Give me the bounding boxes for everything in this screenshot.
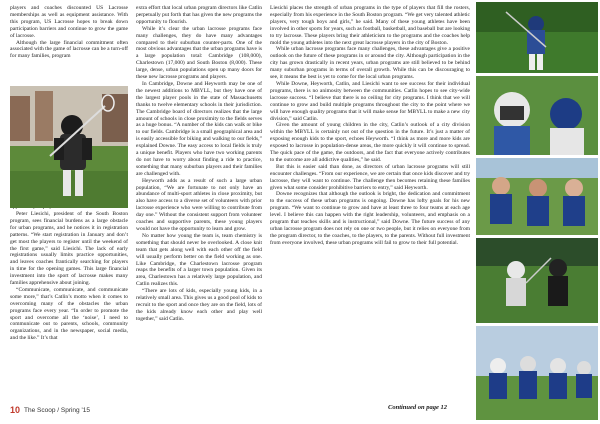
youth-game-action-photo: [476, 238, 598, 323]
paragraph: But this is easier said than done, as directors of urban lacrosse programs will still encounter challenges. “From our experience, we are certain that once kids discover and try lacrosse, they will want to continue. The challenge then becomes retaining these families given what some consider prohibitive barriers to entry,” said Heyworth.: [270, 163, 470, 191]
continued-note: Continued on page 12: [388, 404, 448, 411]
publication-name: The Scoop / Spring '15: [24, 406, 90, 414]
paragraph: Heyworth adds as a result of such a large urban population, “We are fortunate to not only have an abundance of multi-sport athletes in close proximity, but also have access to a diverse set of volunteers with prior lacrosse experience who were willing to contribute from day one.” Without the consistent support from volunteer coaches and supportive parents, these young players would not have the opportunity to learn and grow.: [136, 177, 262, 232]
paragraph: Downe recognizes that although the outlook is bright, the dedication and commitment to the success of these urban programs is ongoing. Downe has lofty goals for his new program. “We want to continue to grow and have at least three to four teams at each age level. I believe this can happen with the right leadership, volunteers, and emphasis on a program that teaches skills and is instructional,” said Downe. The future success of any urban lacrosse program does not rely on one or two people, but it relies on everyone from the program director, to the coaches, to the players, to the parents. Without full investment from everyone involved, these urban programs will fail to grow to their full potential.: [270, 191, 470, 246]
paragraph: “Communicate, communicate, and communicate some more,” that’s Catlin’s motto when it comes to overcoming many of the obstacles the urban programs face every year. “In order to promote the sport and overcome all the ‘noise’, I need to communicate out to parents, schools, community organizations, and in the newspaper, social media, and the like.” It’s that: [10, 286, 128, 342]
paragraph: No matter how young the team is, team chemistry is something that should never be overlooked. A close knit team that gets along well with each other off the field will usually perform better on the field working as one. Like Cambridge, the Charlestown lacrosse program reaps the benefits of a larger town population. Given its area, Charlestown has a relatively large population, and Catlin realizes this.: [136, 232, 262, 288]
paragraph: While Downe, Heyworth, Catlin, and Liesichi want to see success for their individual programs, there is no animosity between the communities. Catlin hopes to see city-wide lacrosse success. “I believe that there is no ceiling for city programs. I think that we will continue to grow and build multiple programs throughout the city to the point where we will have enough quality programs that it will make sense for MBYLL to make a new city division,” said Catlin.: [270, 80, 470, 122]
page-footer: [10, 405, 90, 415]
paragraph: extra effort that local urban program directors like Catlin perpetually put forth that has given the new programs the opportunity to flourish.: [136, 5, 262, 25]
young-players-group-photo: [476, 158, 598, 235]
paragraph: players and coaches discounted US Lacrosse memberships as well as equipment assistance. With this program, US Lacrosse hopes to break down participation barriers and continue to grow the game of lacrosse.: [10, 5, 128, 39]
team-players-celebrating-photo: [476, 326, 598, 420]
article-column-2: [136, 5, 262, 409]
paragraph: Peter Liesichi, president of the South Boston program, sees financial burdens as a large obstacle for urban programs, and he notices it in registration patterns. “We start registration in January and don’t get most the players to register until the weekend of the first game,” said Liesichi. The lack of early registrations usually limits practice opportunities, and leaves coaches frantically searching for players in time for the opening games. This large financial investment into the sport of lacrosse makes many families apprehensive about joining.: [10, 210, 128, 287]
paragraph: While it’s clear the urban lacrosse programs face many challenges, they do have many advantages compared to their suburban counter-parts. One of the most obvious advantages that the urban programs have is a large population total: Cambridge (108,000), Charlestown (17,000) and South Boston (8,000). These large, dense, urban populations open up many doors for these new lacrosse programs and players.: [136, 25, 262, 81]
player-with-stick-photo: [476, 2, 598, 73]
page-number: 10: [10, 405, 21, 415]
paragraph: Although the large financial commitment often associated with the game of lacrosse can be a turn-off for many families, program: [10, 39, 128, 60]
player-helmet-closeup-photo: [476, 76, 598, 155]
paragraph: “There are lots of kids, especially young kids, in a relatively small area. This gives us a good pool of kids to recruit to the sport and once they are on the field, lots of the kids already know each other and play well together,” said Catlin.: [136, 288, 262, 322]
paragraph: While urban lacrosse programs face many challenges, these advantages give a positive outlook on the future of these programs in or around the city. Although participation in the city has grown drastically in recent years, urban programs are still believed to be behind many suburban programs in terms of overall growth. While this can be discouraging to see, it means the best is yet to come for the local urban programs.: [270, 46, 470, 81]
lacrosse-player-field-photo: [10, 86, 128, 208]
paragraph: Liesichi places the strength of urban programs in the type of players that fill the rosters, especially from his experience in the South Boston program. “We get very talented athletic players, very tough boys and girls,” he said. Many of these young athletes have been involved in other sports for years, such as football, basketball, and baseball but are looking to try lacrosse. These players bring their athleticism to the programs and the coaches help mold the young athletes into the next great lacrosse players in the city of Boston.: [270, 5, 470, 46]
paragraph: Given the amount of young children in the city, Catlin’s outlook of a city division within the MBYLL is certainly not out of the question in the future. It’s just a matter of exposing enough kids to the sport, echoes Heyworth. “I think as more and more kids are exposed to lacrosse in population-dense areas, the more quickly it will continue to spread. The quick pace of the game, the outdoors, and the fact that everyone actively contributes to the outcome are all addictive qualities,” he said.: [270, 122, 470, 163]
paragraph: In Cambridge, Downe and Heyworth may be one of the newest additions to MBYLL, but they have one of the largest player pools in the state of Massachusetts thanks to twelve elementary schools in their jurisdiction. The Cambridge board of directors realizes that the large amount of schools in close proximity to the fields serves as a huge bonus. “A number of the kids can walk or bike to our fields. Cambridge is a small geographical area and is easily accessible for biking and walking to our fields,” explained Downe. The easy access to local fields is truly a unique benefit. Players who have two working parents do not have to worry about finding a ride to practice, something that many suburban players and their families are challenged with.: [136, 80, 262, 177]
article-column-3: [270, 5, 470, 401]
